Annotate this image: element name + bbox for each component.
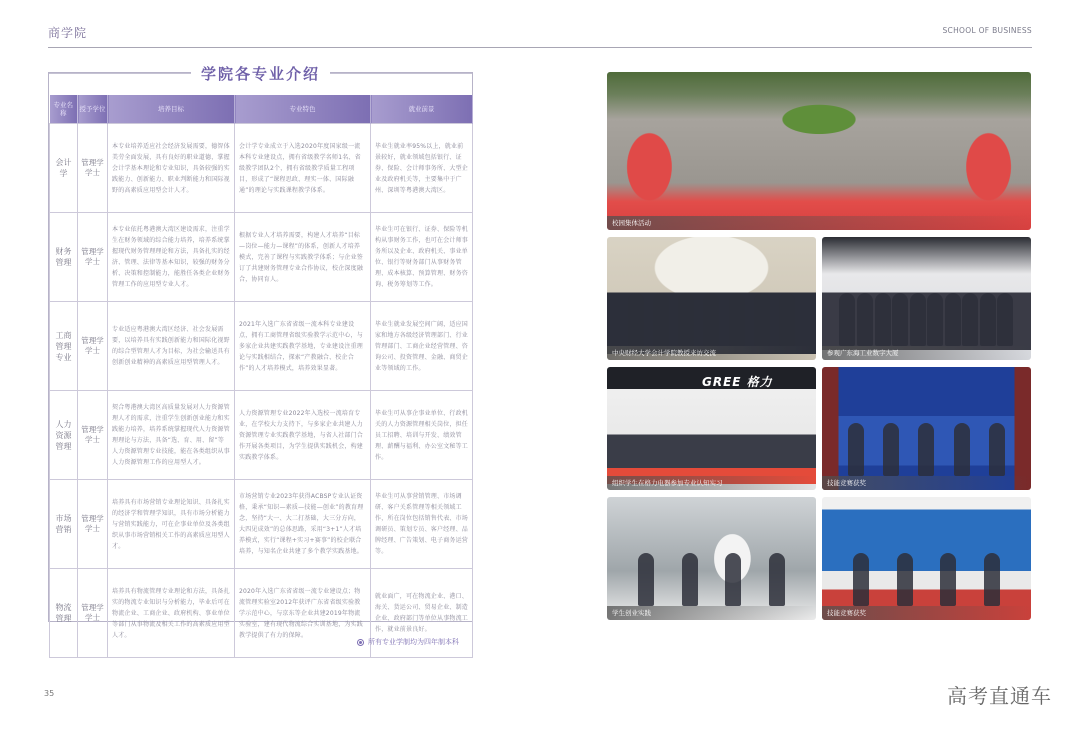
career-prospect: 毕业生可从事企事业单位、行政机关的人力资源管理相关岗位，担任员工招聘、培训与开发、绩效管理、薪酬与福利、办公室文秘等工作。 — [371, 391, 473, 480]
photo-competition-award — [822, 367, 1031, 490]
major-feature: 2020年入选广东省省级一流专业建设点；物流管理实验室2012年获评广东省省级实验教学示范中心，与京东等企业共建2019年物流实验室，建有现代物流综合实训基地，为实践教学提供了有力的保障。 — [235, 569, 371, 658]
table-row — [50, 302, 473, 391]
degree: 管理学学士 — [78, 480, 108, 569]
col-header-career: 就业前景 — [371, 95, 473, 124]
photo-caption: 组织学生在格力电器参加专业认知实习 — [607, 476, 816, 490]
photo-gree-internship — [607, 367, 816, 490]
col-header-name: 专业名称 — [50, 95, 78, 124]
photo-caption: 技能竞赛获奖 — [822, 606, 1031, 620]
people-silhouettes — [839, 547, 1015, 606]
photo-student-practice — [607, 497, 816, 620]
major-name: 工商管理专业 — [50, 302, 78, 391]
col-header-feature: 专业特色 — [235, 95, 371, 124]
major-feature: 人力资源管理专业2022年入选校一流培育专业，在学校大力支持下，与多家企业共建人力资源管理专业实践教学基地，与省人社部门合作开展各类项目，为学生提供实践机会，构建实践教学体系。 — [235, 391, 371, 480]
section-title-en: SCHOOL OF BUSINESS — [942, 26, 1032, 35]
career-prospect: 毕业生可在银行、证券、保险等机构从事财务工作，也可在会计师事务所以及企业、政府机关、事业单位、银行等财务部门从事财务管理、成本核算、预算管理、财务咨询、税务筹划等工作。 — [371, 213, 473, 302]
col-header-goal: 培养目标 — [108, 95, 235, 124]
degree: 管理学学士 — [78, 391, 108, 480]
photo-caption: 校园集体活动 — [607, 216, 1031, 230]
col-header-degree: 授予学位 — [78, 95, 108, 124]
training-goal: 培养具有物流管理专业理论和方法，具备扎实的物流专业知识与分析能力，毕业后可在物流企业、工商企业、政府机构、事业单位等部门从事物流及相关工作的高素质应用型人才。 — [108, 569, 235, 658]
career-prospect: 就业面广，可在物流企业、港口、海关、货运公司、贸易企业、制造企业、政府部门等单位从事物流工作，就业前景良好。 — [371, 569, 473, 658]
major-feature: 市场营销专业2023年获得ACBSP专业认证资格，秉承“知识—素质—技能—创业”的教育理念，坚持“大一、大二打基础，大三分方向，大四见成效”的总体思路，采用“3+1”人才培养模式，实行“课程+实习+赛事”的校企联合培养，与知名企业共建了多个教学实践基地。 — [235, 480, 371, 569]
training-goal: 契合粤港澳大湾区高质量发展对人力资源管理人才的需求，注重学生创新创业能力和实践能力培养，培养系统掌握现代人力资源管理理论与方法，具备“选、育、用、留”等人力资源管理专业技能，能在各类组织从事人力资源管理工作的应用型人才。 — [108, 391, 235, 480]
majors-table — [49, 95, 473, 658]
major-feature: 2021年入选广东省省级一流本科专业建设点，拥有工商管理省级实验教学示范中心，与多家企业共建实践教学基地，专业建设注重理论与实践相结合，探索“产教融合、校企合作”的人才培养模式，培养效果显著。 — [235, 302, 371, 391]
degree: 管理学学士 — [78, 302, 108, 391]
photo-campus-event — [607, 72, 1031, 230]
people-silhouettes — [624, 287, 800, 346]
table-row — [50, 480, 473, 569]
people-silhouettes — [839, 417, 1015, 476]
photo-caption: 学生创业实践 — [607, 606, 816, 620]
major-name: 市场营销 — [50, 480, 78, 569]
people-silhouettes — [839, 287, 1015, 346]
brand-watermark: 高考直通车 — [947, 684, 1052, 708]
footnote-text: 所有专业学制均为四年制本科 — [368, 638, 459, 646]
career-prospect: 毕业生可从事营销管理、市场调研、客户关系管理等相关领域工作，所在岗位包括销售代表、市场调研员、策划专员、客户经理、品牌经理、广告策划、电子商务运营等。 — [371, 480, 473, 569]
page-number: 35 — [44, 689, 55, 698]
training-goal: 专业适应粤港澳大湾区经济、社会发展需要，以培养具有实践创新能力和国际化视野的综合型管理人才为目标，为社会输送具有创新创业精神的高素质应用型管理人才。 — [108, 302, 235, 391]
training-goal: 培养具有市场营销专业理论知识、具备扎实的经济学和管理学知识，具有市场分析能力与营销实践能力，可在企事业单位及各类组织从事市场营销相关工作的高素质应用型人才。 — [108, 480, 235, 569]
table-title-wrap — [49, 63, 472, 84]
major-name: 物流管理 — [50, 569, 78, 658]
career-prospect: 毕业生就业率95%以上，就业前景较好，就业领域包括银行、证券、保险、会计师事务所、大型企业及政府机关等，主要集中于广州、深圳等粤港澳大湾区。 — [371, 124, 473, 213]
table-row — [50, 391, 473, 480]
photo-competition-award-2 — [822, 497, 1031, 620]
degree: 管理学学士 — [78, 569, 108, 658]
major-name: 会计学 — [50, 124, 78, 213]
section-title-cn: 商学院 — [48, 26, 88, 40]
major-feature: 会计学专业成立于入选2020年度国家级一流本科专业建设点，拥有省级教学名师1名、省级教学团队2个，拥有省级教学质量工程项目，形成了“课程思政、理实一体、国际融通”的理论与实践课程教学体系。 — [235, 124, 371, 213]
photo-caption: 技能竞赛获奖 — [822, 476, 1031, 490]
table-footnote — [357, 637, 459, 647]
major-name: 人力资源管理 — [50, 391, 78, 480]
photo-caption: 中央财经大学会计学院教授来访交流 — [607, 346, 816, 360]
photo-university-visit — [607, 237, 816, 360]
degree: 管理学学士 — [78, 124, 108, 213]
majors-table-panel — [48, 65, 473, 639]
major-name: 财务管理 — [50, 213, 78, 302]
table-row — [50, 213, 473, 302]
table-header-row — [50, 95, 473, 124]
photo-industry-visit — [822, 237, 1031, 360]
major-feature: 根据专业人才培养需要，构建人才培养“目标—岗位—能力—课程”的体系，创新人才培养模式，完善了课程与实践教学体系；与企业签订了共建财务管理专业合作协议，校企深度融合，协同育人。 — [235, 213, 371, 302]
table-title: 学院各专业介绍 — [191, 63, 330, 84]
photo-caption: 参观广东海工业数字大厦 — [822, 346, 1031, 360]
people-silhouettes — [624, 547, 800, 606]
header-divider — [48, 47, 1032, 48]
degree: 管理学学士 — [78, 213, 108, 302]
gree-logo: GREE 格力 — [702, 375, 773, 389]
training-goal: 本专业依托粤港澳大湾区建设需求，注重学生在财务领域的综合能力培养，培养系统掌握现代财务管理理论和方法，具备扎实的经济、管理、法律等基本知识，较强的财务分析、决策和控制能力，能胜任各类企业财务管理工作的应用型专业人才。 — [108, 213, 235, 302]
bullet-icon — [357, 639, 364, 646]
career-prospect: 毕业生就业发展空间广阔，适应国家和地方各级经济管理部门、行业管理部门、工商企业经营管理、咨询公司、投资管理、金融、商贸企业等领域的工作。 — [371, 302, 473, 391]
training-goal: 本专业培养适应社会经济发展需要，德智体美劳全面发展，具有良好的职业道德，掌握会计学基本理论和专业知识，具备较强的实践能力、创新能力、职业判断能力和国际视野的高素质应用型会计人才。 — [108, 124, 235, 213]
table-row — [50, 124, 473, 213]
